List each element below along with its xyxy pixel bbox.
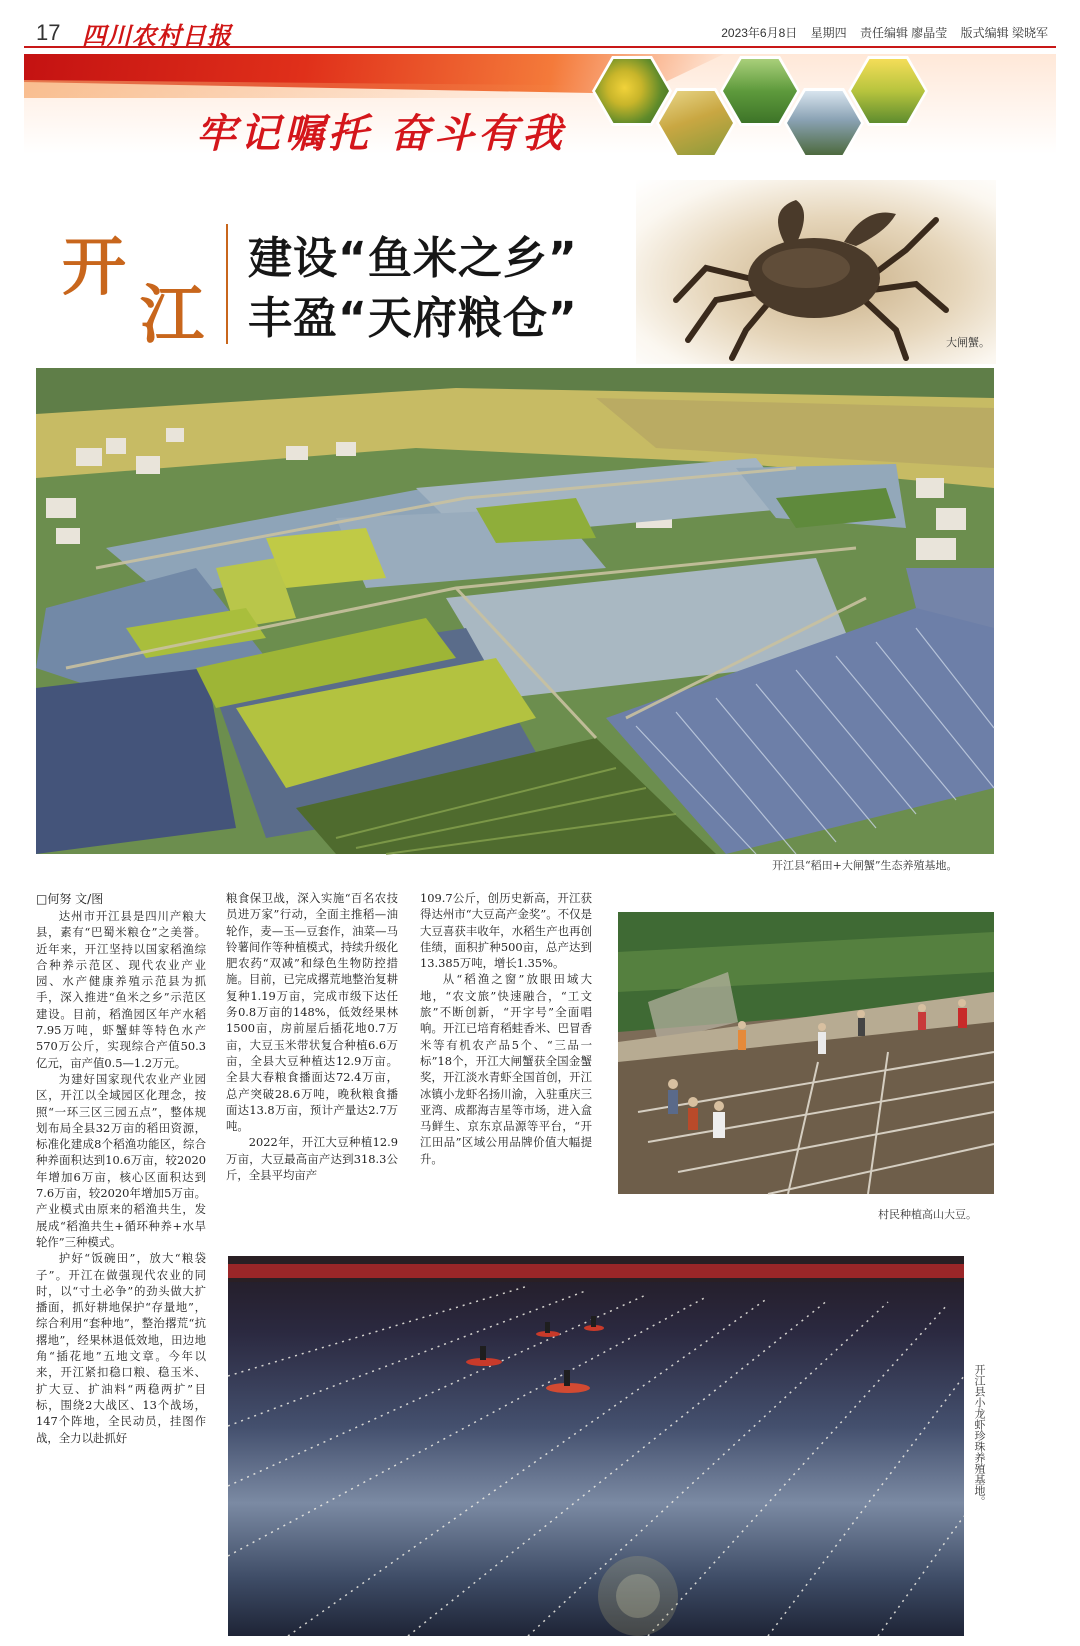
- crayfish-caption: 开江县小龙虾珍珠养殖基地。: [973, 1364, 986, 1507]
- masthead: [24, 14, 1056, 48]
- aerial-farm-photo: [36, 368, 994, 854]
- article-paragraph: 护好“饭碗田”，放大“粮袋子”。开江在做强现代农业的同时，以“寸土必争”的劲头做大扩播面，抓好耕地保护“存量地”，综合利用“套种地”，整治撂荒“抗撂地”，经果林退低效地，田边地角“插花地”五地文章。今年以来，开江紧扣稳口粮、稳玉米、扩大豆、扩油料“两稳两扩”目标，围绕2大战区、13个战场，147个阵地，全民动员，挂图作战，全力以赴抓好: [36, 1251, 206, 1445]
- beans-caption: 村民种植高山大豆。: [878, 1208, 977, 1221]
- crab-photo: [636, 180, 996, 364]
- newspaper-logo: 四川农村日报: [82, 21, 232, 50]
- soybean-field-scene: [618, 912, 994, 1194]
- article-column-3: [420, 890, 592, 1232]
- headline-line-1: 建设“鱼米之乡”: [248, 233, 578, 284]
- crayfish-pond-scene: [228, 1256, 964, 1636]
- banner-slogan: 牢记嘱托 奋斗有我: [196, 110, 566, 157]
- article-paragraph: 109.7公斤，创历史新高，开江获得达州市“大豆高产金奖”。不仅是大豆喜获丰收年，水稻生产也再创佳绩，面积扩种500亩，总产达到13.385万吨，增长1.35%。: [420, 891, 592, 971]
- article-paragraph: 粮食保卫战，深入实施“百名农技员进万家”行动，全面主推稻—油轮作，麦—玉—豆套作，油菜—马铃薯间作等种植模式，持续升级化肥农药“双减”和绿色生物防控措施。目前，已完成撂荒地整治复耕复种1.19万亩，完成市级下达任务0.8万亩的148%，低效经果林1500亩，房前屋后插花地0.7万亩，大豆玉米带状复合种植6.6万亩，全县大豆种植达12.9万亩。全县大春粮食播面达72.4万亩，总产突破28.6万吨，晚秋粮食播面达13.8万亩，预计产量达2.7万吨。: [226, 891, 398, 1134]
- issue-date: 2023年6月8日: [721, 26, 798, 40]
- article-paragraph: 2022年，开江大豆种植12.9万亩，大豆最高亩产达到318.3公斤，全县平均亩产: [226, 1135, 398, 1183]
- aerial-caption: 开江县“稻田+大闸蟹”生态养殖基地。: [772, 859, 958, 872]
- page-number: 17: [36, 20, 61, 45]
- article-column-1: [36, 908, 206, 1445]
- article-paragraph: 达州市开江县是四川产粮大县，素有“巴蜀米粮仓”之美誉。近年来，开江坚持以国家稻渔综合种养示范区、现代农业产业园、水产健康养殖示范县为抓手，深入推进“鱼米之乡”示范区建设。目前，稻渔园区年产水稻7.95万吨，虾蟹蚌等特色水产570万公斤，实现综合产值50.3亿元，亩产值0.5—1.2万元。: [36, 909, 206, 1070]
- headline-place-name: [62, 216, 222, 353]
- responsible-editor: 责任编辑 廖晶莹: [859, 26, 948, 40]
- crayfish-farm-photo: [228, 1256, 964, 1636]
- boat-figures: [466, 1316, 604, 1393]
- article-paragraph: 为建好国家现代农业产业园区，开江以全域园区化理念，按照“一环三区三园五点”，整体规划布局全县32万亩的稻田资源，标准化建成8个稻渔功能区，综合种养面积达到10.6万亩，较2020年增加6万亩，核心区面积达到7.6万亩，较2020年增加5万亩。产业模式由原来的稻渔共生，发展成“稻渔共生+循环种养+水旱轮作”三种模式。: [36, 1071, 206, 1249]
- soybean-planting-photo: [618, 912, 994, 1194]
- place-char-jiang: 江: [140, 278, 204, 353]
- layout-editor: 版式编辑 梁晓军: [960, 26, 1048, 40]
- masthead-meta: [711, 24, 1048, 41]
- byline: □何努 文/图: [36, 892, 104, 906]
- place-char-kai: 开: [62, 230, 126, 305]
- crab-illustration: [636, 180, 996, 364]
- aerial-landscape: [36, 368, 994, 854]
- article-column-2: [226, 890, 398, 1230]
- crab-caption: 大闸蟹。: [946, 336, 990, 349]
- headline-divider: [226, 224, 228, 344]
- headline-line-2: 丰盈“天府粮仓”: [248, 293, 578, 344]
- issue-weekday: 星期四: [810, 26, 847, 40]
- column-banner: [24, 54, 1056, 157]
- article-paragraph: 从“稻渔之窗”放眼田域大地，“农文旅”快速融合，“工文旅”不断创新，“开字号”全面唱响。开江已培育稻蛙香米、巴冒香米等有机农产品5个、“三品一标”18个，开江大闸蟹获全国金蟹奖，开江淡水青虾全国首创，开江冰镇小龙虾名扬川渝，入驻重庆三亚湾、成都海吉星等市场，进入盒马鲜生、京东京品源等平台，“开江田品”区域公用品牌价值大幅提升。: [420, 972, 592, 1166]
